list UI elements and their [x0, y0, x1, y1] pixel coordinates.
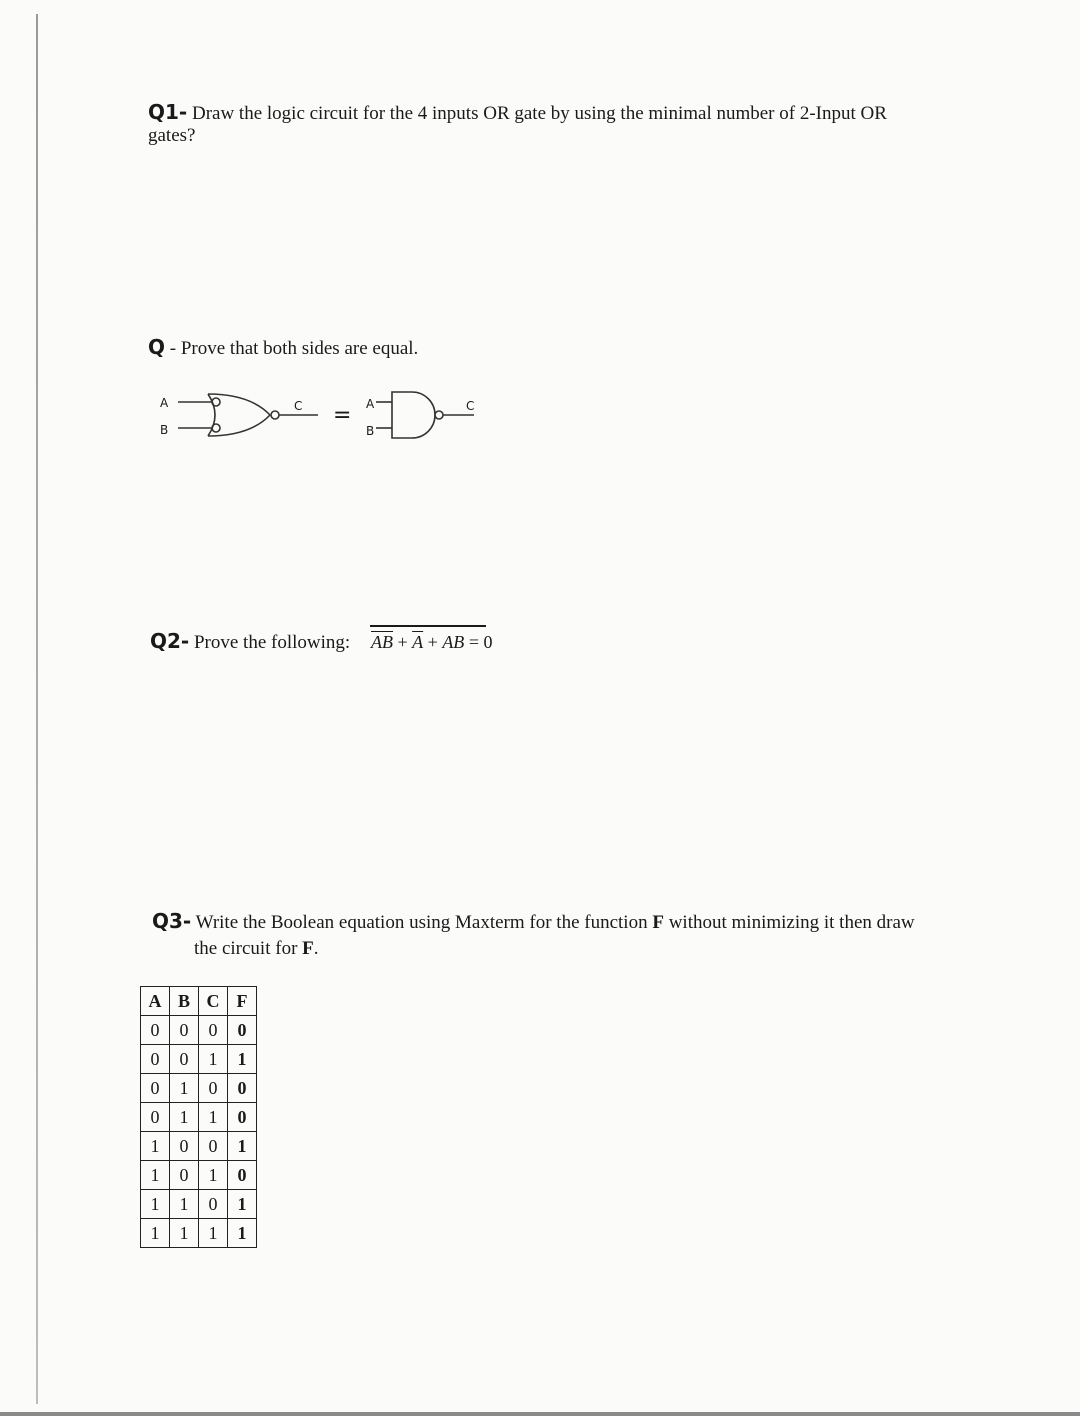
table-row — [141, 1190, 257, 1219]
cell-c: 1 — [199, 1161, 228, 1190]
header-f: F — [228, 987, 257, 1016]
cell-b: 0 — [170, 1161, 199, 1190]
q-prove-line — [148, 336, 418, 360]
header-a: A — [141, 987, 170, 1016]
cell-f: 0 — [228, 1161, 257, 1190]
q3-line1 — [152, 910, 915, 934]
q2-text: Prove the following: — [193, 632, 351, 653]
cell-a: 1 — [141, 1219, 170, 1248]
table-row — [141, 1016, 257, 1045]
table-row — [141, 1045, 257, 1074]
right-input-b-label: B — [366, 424, 375, 438]
cell-f: 1 — [228, 1045, 257, 1074]
q2-term2: $\overline{A}$ — [412, 632, 424, 652]
q2-expression — [371, 631, 492, 653]
q2-term3: AB — [442, 632, 465, 652]
q3-line2 — [194, 937, 319, 960]
q2-term1: $\overline{AB}$ — [371, 632, 393, 652]
cell-b: 1 — [170, 1190, 199, 1219]
truth-table-header-row — [141, 987, 257, 1016]
q3-line2-bold-f: F — [302, 938, 314, 959]
q2-number: Q2- — [150, 629, 190, 653]
cell-f: 0 — [228, 1103, 257, 1132]
q3-line2-post: . — [313, 938, 319, 959]
q2-plus1: + — [397, 632, 408, 652]
cell-f: 1 — [228, 1190, 257, 1219]
and-gate-diagram — [362, 390, 482, 446]
q3-line2-pre: the circuit for — [194, 938, 298, 959]
cell-c: 0 — [199, 1016, 228, 1045]
cell-c: 0 — [199, 1190, 228, 1219]
cell-b: 0 — [170, 1045, 199, 1074]
cell-f: 0 — [228, 1016, 257, 1045]
cell-a: 0 — [141, 1103, 170, 1132]
table-row — [141, 1132, 257, 1161]
cell-f: 1 — [228, 1219, 257, 1248]
table-row — [141, 1219, 257, 1248]
q1-line1 — [148, 101, 887, 125]
table-row — [141, 1074, 257, 1103]
left-input-a-label: A — [160, 396, 169, 410]
q3-text-post: without minimizing it then draw — [668, 912, 915, 933]
cell-b: 0 — [170, 1132, 199, 1161]
page-left-edge — [36, 14, 38, 1404]
cell-a: 0 — [141, 1016, 170, 1045]
cell-c: 0 — [199, 1132, 228, 1161]
cell-a: 1 — [141, 1190, 170, 1219]
left-output-c-label: C — [294, 399, 303, 413]
q-prove-number: Q — [148, 335, 166, 359]
q2-line — [150, 630, 350, 654]
cell-b: 1 — [170, 1219, 199, 1248]
q3-text-pre: Write the Boolean equation using Maxterm for the function — [195, 912, 648, 933]
cell-a: 1 — [141, 1161, 170, 1190]
truth-table — [140, 986, 257, 1248]
cell-f: 0 — [228, 1074, 257, 1103]
cell-a: 0 — [141, 1074, 170, 1103]
header-c: C — [199, 987, 228, 1016]
table-row — [141, 1161, 257, 1190]
equals-sign: = — [333, 403, 352, 428]
q2-plus2: + — [427, 632, 438, 652]
cell-c: 1 — [199, 1045, 228, 1074]
q-prove-text: - Prove that both sides are equal. — [169, 338, 419, 359]
cell-c: 1 — [199, 1103, 228, 1132]
cell-a: 0 — [141, 1045, 170, 1074]
q3-number: Q3- — [152, 909, 192, 933]
table-row — [141, 1103, 257, 1132]
q1-number: Q1- — [148, 100, 188, 124]
q1-line2: gates? — [148, 125, 196, 146]
cell-b: 1 — [170, 1103, 199, 1132]
cell-b: 1 — [170, 1074, 199, 1103]
cell-c: 1 — [199, 1219, 228, 1248]
q3-text-bold-f: F — [652, 912, 664, 933]
cell-f: 1 — [228, 1132, 257, 1161]
q1-text-line1: Draw the logic circuit for the 4 inputs OR gate by using the minimal number of 2-Input OR — [191, 103, 887, 124]
q2-overline-bar — [370, 625, 486, 627]
cell-b: 0 — [170, 1016, 199, 1045]
page-bottom-edge — [0, 1412, 1080, 1416]
header-b: B — [170, 987, 199, 1016]
right-output-c-label: C — [466, 399, 475, 413]
right-input-a-label: A — [366, 397, 375, 411]
cell-a: 1 — [141, 1132, 170, 1161]
cell-c: 0 — [199, 1074, 228, 1103]
q2-rhs: = 0 — [468, 632, 493, 652]
left-input-b-label: B — [160, 423, 169, 437]
